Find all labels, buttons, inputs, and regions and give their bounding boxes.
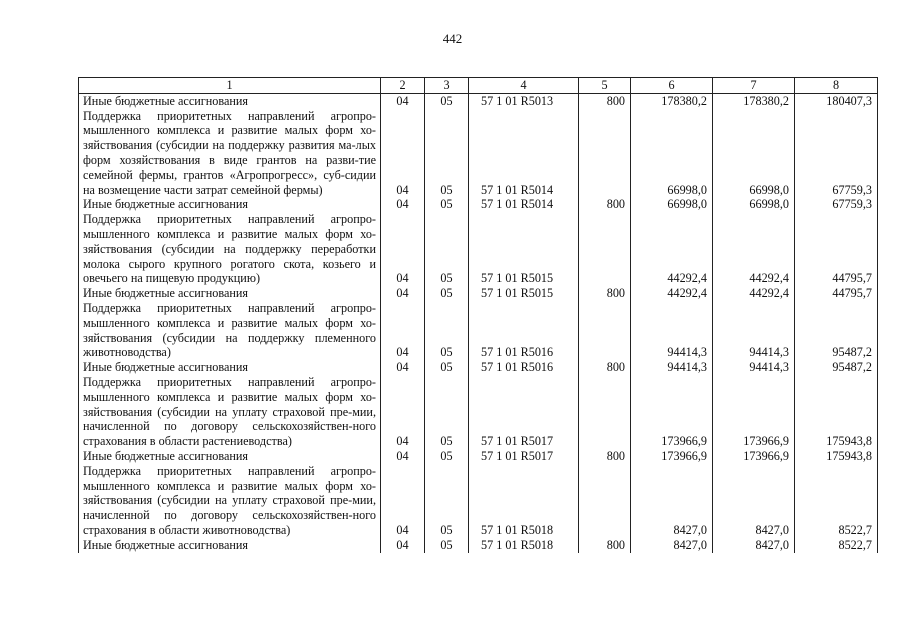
table-row: [79, 449, 878, 464]
row-amount-3-cell: 175943,8: [795, 375, 878, 449]
row-amount-2-cell: 178380,2: [713, 93, 795, 108]
col-header-8: 8: [795, 78, 878, 94]
row-target-article-cell: 57 1 01 R5016: [469, 360, 579, 375]
row-amount-2-cell: 66998,0: [713, 109, 795, 198]
page-number: 442: [442, 31, 463, 46]
row-name-cell: Иные бюджетные ассигнования: [79, 93, 381, 108]
row-section-cell: 04: [381, 197, 425, 212]
row-amount-3-cell: 67759,3: [795, 197, 878, 212]
col-header-4: 4: [469, 78, 579, 94]
row-amount-2-cell: 66998,0: [713, 197, 795, 212]
row-subsection-cell: 05: [425, 538, 469, 553]
row-section-cell: 04: [381, 212, 425, 286]
row-target-article-cell: 57 1 01 R5018: [469, 538, 579, 553]
table-body: [79, 93, 878, 552]
row-expense-type-cell: 800: [579, 538, 631, 553]
row-name-cell: Иные бюджетные ассигнования: [79, 360, 381, 375]
col-header-6: 6: [631, 78, 713, 94]
row-subsection-cell: 05: [425, 301, 469, 360]
row-amount-2-cell: 44292,4: [713, 212, 795, 286]
row-amount-3-cell: 8522,7: [795, 464, 878, 538]
row-amount-2-cell: 8427,0: [713, 464, 795, 538]
table-row: [79, 212, 878, 286]
row-amount-2-cell: 94414,3: [713, 301, 795, 360]
row-amount-2-cell: 8427,0: [713, 538, 795, 553]
row-target-article-cell: 57 1 01 R5015: [469, 286, 579, 301]
row-expense-type-cell: 800: [579, 449, 631, 464]
table-row: [79, 197, 878, 212]
row-subsection-cell: 05: [425, 93, 469, 108]
row-subsection-cell: 05: [425, 197, 469, 212]
table-row: [79, 301, 878, 360]
row-name-cell: Иные бюджетные ассигнования: [79, 538, 381, 553]
row-section-cell: 04: [381, 286, 425, 301]
row-subsection-cell: 05: [425, 212, 469, 286]
row-section-cell: 04: [381, 109, 425, 198]
row-target-article-cell: 57 1 01 R5013: [469, 93, 579, 108]
row-subsection-cell: 05: [425, 286, 469, 301]
row-subsection-cell: 05: [425, 360, 469, 375]
col-header-5: 5: [579, 78, 631, 94]
row-target-article-cell: 57 1 01 R5016: [469, 301, 579, 360]
row-subsection-cell: 05: [425, 109, 469, 198]
row-amount-3-cell: 95487,2: [795, 360, 878, 375]
row-name-cell: Поддержка приоритетных направлений агропро-мышленного комплекса и развитие малых форм хо-зяйствования (субсидии на поддержку переработки молока сырого крупного рогатого скота, козьего и овечьего на пищевую продукцию): [79, 212, 381, 286]
row-amount-2-cell: 94414,3: [713, 360, 795, 375]
row-amount-3-cell: 175943,8: [795, 449, 878, 464]
row-amount-2-cell: 173966,9: [713, 449, 795, 464]
row-target-article-cell: 57 1 01 R5017: [469, 449, 579, 464]
row-amount-3-cell: 95487,2: [795, 301, 878, 360]
row-section-cell: 04: [381, 93, 425, 108]
row-expense-type-cell: 800: [579, 360, 631, 375]
row-amount-3-cell: 180407,3: [795, 93, 878, 108]
row-target-article-cell: 57 1 01 R5015: [469, 212, 579, 286]
table-row: [79, 360, 878, 375]
row-amount-1-cell: 173966,9: [631, 375, 713, 449]
row-expense-type-cell: 800: [579, 93, 631, 108]
row-name-cell: Поддержка приоритетных направлений агропро-мышленного комплекса и развитие малых форм хо-зяйствования (субсидии на поддержку развития ма-лых форм хозяйствования в виде грантов на разви-тие семейной фермы, грантов «Агропрогресс», суб-сидии на возмещение части затрат семейной фермы): [79, 109, 381, 198]
row-target-article-cell: 57 1 01 R5014: [469, 197, 579, 212]
col-header-1: 1: [79, 78, 381, 94]
row-amount-3-cell: 67759,3: [795, 109, 878, 198]
col-header-3: 3: [425, 78, 469, 94]
row-amount-1-cell: 178380,2: [631, 93, 713, 108]
row-section-cell: 04: [381, 360, 425, 375]
row-amount-2-cell: 173966,9: [713, 375, 795, 449]
row-expense-type-cell: 800: [579, 286, 631, 301]
row-target-article-cell: 57 1 01 R5014: [469, 109, 579, 198]
row-name-cell: Поддержка приоритетных направлений агропро-мышленного комплекса и развитие малых форм хо-зяйствования (субсидии на поддержку племенного животноводства): [79, 301, 381, 360]
row-name-cell: Иные бюджетные ассигнования: [79, 197, 381, 212]
table-row: [79, 109, 878, 198]
row-expense-type-cell: [579, 375, 631, 449]
row-amount-1-cell: 94414,3: [631, 360, 713, 375]
row-name-cell: Иные бюджетные ассигнования: [79, 449, 381, 464]
col-header-2: 2: [381, 78, 425, 94]
table-row: [79, 464, 878, 538]
table-row: [79, 538, 878, 553]
table-row: [79, 93, 878, 108]
col-header-7: 7: [713, 78, 795, 94]
row-amount-3-cell: 8522,7: [795, 538, 878, 553]
table-row: [79, 375, 878, 449]
row-expense-type-cell: 800: [579, 197, 631, 212]
row-name-cell: Поддержка приоритетных направлений агропро-мышленного комплекса и развитие малых форм хо-зяйствования (субсидии на уплату страховой пре-мии, начисленной по договору сельскохозяйствен-ного страхования в области животноводства): [79, 464, 381, 538]
row-expense-type-cell: [579, 109, 631, 198]
row-section-cell: 04: [381, 375, 425, 449]
row-section-cell: 04: [381, 449, 425, 464]
row-name-cell: Поддержка приоритетных направлений агропро-мышленного комплекса и развитие малых форм хо-зяйствования (субсидии на уплату страховой пре-мии, начисленной по договору сельскохозяйствен-ного страхования в области растениеводства): [79, 375, 381, 449]
row-name-cell: Иные бюджетные ассигнования: [79, 286, 381, 301]
row-expense-type-cell: [579, 464, 631, 538]
row-subsection-cell: 05: [425, 464, 469, 538]
row-target-article-cell: 57 1 01 R5017: [469, 375, 579, 449]
row-target-article-cell: 57 1 01 R5018: [469, 464, 579, 538]
row-amount-1-cell: 8427,0: [631, 538, 713, 553]
row-subsection-cell: 05: [425, 449, 469, 464]
table-row: [79, 286, 878, 301]
row-amount-3-cell: 44795,7: [795, 212, 878, 286]
row-section-cell: 04: [381, 464, 425, 538]
row-amount-3-cell: 44795,7: [795, 286, 878, 301]
budget-table: [78, 77, 878, 553]
row-amount-2-cell: 44292,4: [713, 286, 795, 301]
row-amount-1-cell: 44292,4: [631, 286, 713, 301]
row-section-cell: 04: [381, 538, 425, 553]
row-amount-1-cell: 66998,0: [631, 109, 713, 198]
row-amount-1-cell: 66998,0: [631, 197, 713, 212]
header-row: [79, 78, 878, 94]
row-subsection-cell: 05: [425, 375, 469, 449]
row-section-cell: 04: [381, 301, 425, 360]
row-amount-1-cell: 44292,4: [631, 212, 713, 286]
row-expense-type-cell: [579, 301, 631, 360]
row-amount-1-cell: 8427,0: [631, 464, 713, 538]
row-amount-1-cell: 173966,9: [631, 449, 713, 464]
row-amount-1-cell: 94414,3: [631, 301, 713, 360]
row-expense-type-cell: [579, 212, 631, 286]
